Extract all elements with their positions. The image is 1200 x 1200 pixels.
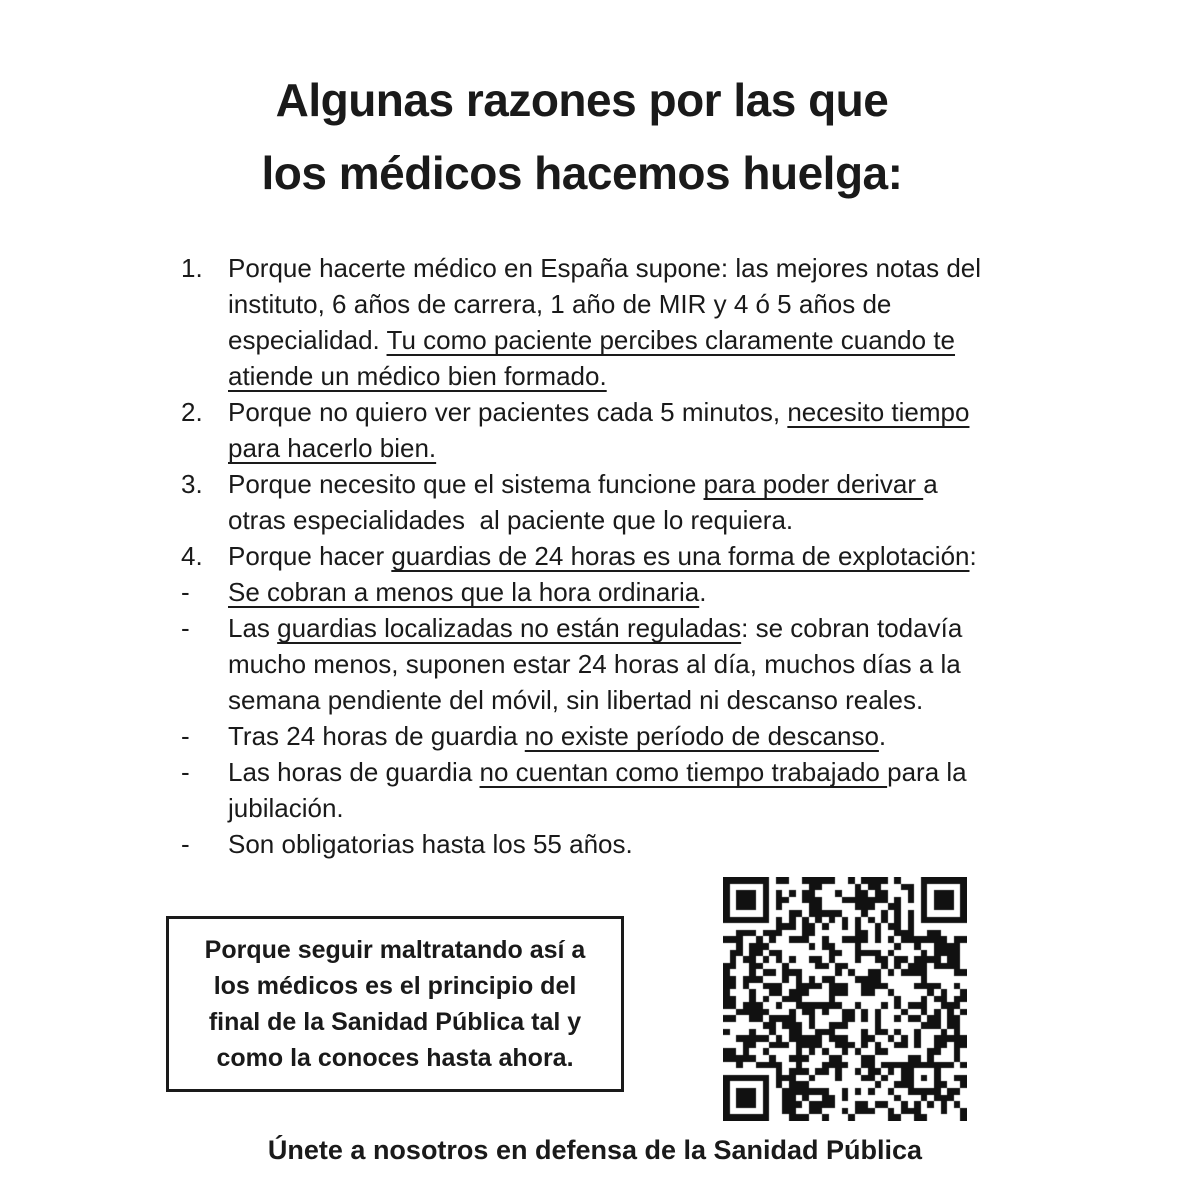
list-item (181, 250, 1041, 394)
text-line (228, 754, 967, 790)
text-line (228, 394, 969, 430)
list-marker: - (181, 721, 190, 751)
list-item-text (228, 574, 706, 610)
footer-text: Únete a nosotros en defensa de la Sanidad Pública (267, 1135, 923, 1165)
text-line (228, 682, 962, 718)
underlined-text-segment: atiende un médico bien formado. (228, 361, 607, 391)
text-line (228, 322, 981, 358)
list-item (181, 538, 1041, 574)
list-item (181, 718, 1041, 754)
title-line-2: los médicos hacemos huelga: (261, 147, 903, 199)
text-line (228, 466, 938, 502)
text-line (228, 574, 706, 610)
text-line (228, 610, 962, 646)
list-item (181, 754, 1041, 826)
underlined-text-segment: para hacerlo bien. (228, 433, 437, 463)
text-line (228, 646, 962, 682)
list-item-text (228, 394, 969, 466)
text-segment: Porque no quiero ver pacientes cada 5 minutos, (228, 397, 788, 427)
text-line (228, 538, 977, 574)
list-marker: - (181, 829, 190, 859)
text-segment: para la (887, 757, 967, 787)
text-segment: Porque hacerte médico en España supone: las mejores notas del (228, 253, 982, 283)
text-segment: Son obligatorias hasta los 55 años. (228, 829, 633, 859)
text-segment: Porque hacer (228, 541, 392, 571)
text-segment: Las (228, 613, 278, 643)
underlined-text-segment: guardias de 24 horas es una forma de explotación (391, 541, 970, 571)
list-item-text (228, 466, 938, 538)
list-marker: 1. (181, 253, 203, 283)
list-marker: 2. (181, 397, 203, 427)
list-item-text (228, 718, 886, 754)
text-segment: . (699, 577, 707, 607)
list-item-text (228, 826, 633, 862)
list-item-text (228, 754, 967, 826)
qr-code (723, 877, 967, 1121)
text-line (228, 358, 981, 394)
reasons-list (181, 250, 1041, 862)
list-marker: 4. (181, 541, 203, 571)
text-line (228, 826, 633, 862)
list-marker: - (181, 613, 190, 643)
text-line (228, 502, 938, 538)
list-marker: - (181, 577, 190, 607)
underlined-text-segment: Tu como paciente percibes claramente cuando te (386, 325, 956, 355)
text-segment: instituto, 6 años de carrera, 1 año de MIR y 4 ó 5 años de (228, 289, 892, 319)
text-line (228, 430, 969, 466)
underlined-text-segment: necesito tiempo (787, 397, 970, 427)
list-marker: - (181, 757, 190, 787)
text-segment: semana pendiente del móvil, sin libertad ni descanso reales. (228, 685, 924, 715)
text-segment: a (923, 469, 938, 499)
page-title (0, 64, 1164, 210)
underlined-text-segment: no cuentan como tiempo trabajado (479, 757, 888, 787)
list-item-text (228, 538, 977, 574)
text-segment: especialidad. (228, 325, 387, 355)
list-item (181, 826, 1041, 862)
underlined-text-segment: no existe período de descanso (524, 721, 879, 751)
text-segment: . (878, 721, 887, 751)
text-line (228, 790, 967, 826)
text-segment: : se cobran todavía (741, 613, 963, 643)
list-item (181, 466, 1041, 538)
text-segment: Tras 24 horas de guardia (228, 721, 525, 751)
text-line (228, 286, 981, 322)
list-marker: 3. (181, 469, 203, 499)
list-item (181, 394, 1041, 466)
text-segment: otras especialidades al paciente que lo requiera. (228, 505, 794, 535)
callout-line: final de la Sanidad Pública tal y (208, 1008, 582, 1036)
text-segment: mucho menos, suponen estar 24 horas al día, muchos días a la (228, 649, 961, 679)
callout-box (166, 916, 624, 1092)
list-item-text (228, 250, 981, 394)
underlined-text-segment: para poder derivar (703, 469, 924, 499)
text-line (228, 718, 886, 754)
text-segment: Porque necesito que el sistema funcione (228, 469, 704, 499)
text-segment: Las horas de guardia (228, 757, 480, 787)
callout-line: como la conoces hasta ahora. (216, 1044, 574, 1072)
underlined-text-segment: guardias localizadas no están reguladas (277, 613, 742, 643)
callout-line: los médicos es el principio del (213, 972, 577, 1000)
text-segment: jubilación. (228, 793, 344, 823)
text-line (228, 250, 981, 286)
list-item-text (228, 610, 962, 718)
underlined-text-segment: Se cobran a menos que la hora ordinaria (228, 577, 700, 607)
list-item (181, 610, 1041, 718)
text-segment: : (969, 541, 977, 571)
callout-line: Porque seguir maltratando así a (204, 936, 586, 964)
title-line-1: Algunas razones por las que (275, 74, 889, 126)
list-item (181, 574, 1041, 610)
